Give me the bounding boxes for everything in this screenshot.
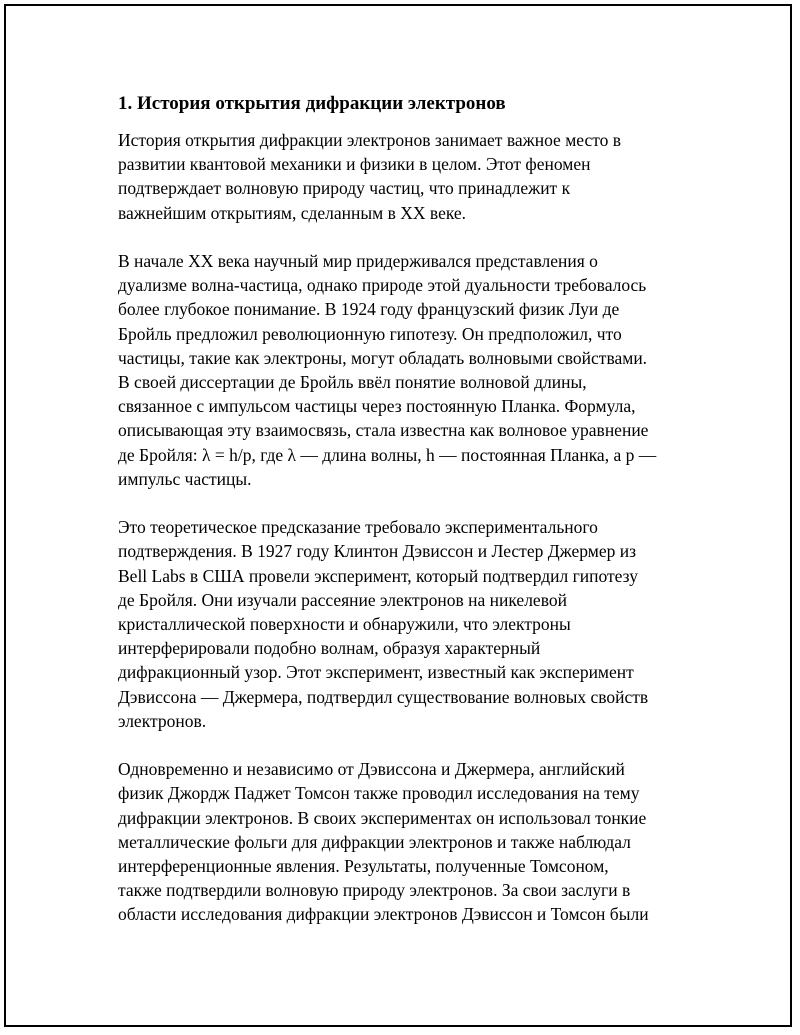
text-line: Bell Labs в США провели эксперимент, который подтвердил гипотезу [118,565,638,586]
text-line: также подтвердили волновую природу электронов. За свои заслуги в [118,880,631,901]
text-line: Бройль предложил революционную гипотезу. Он предположил, что [118,323,622,344]
text-line: важнейшим открытиям, сделанным в XX веке. [118,202,467,223]
text-line: подтверждения. В 1927 году Клинтон Дэвиссон и Лестер Джермер из [118,541,637,562]
text-line: дифракции электронов. В своих экспериментах он использовал тонкие [118,807,647,828]
text-line: импульс частицы. [118,468,252,489]
text-line: связанное с импульсом частицы через постоянную Планка. Формула, [118,396,636,417]
section-heading: 1. История открытия дифракции электронов [118,93,506,114]
text-line: области исследования дифракции электронов Дэвиссон и Томсон были [118,904,649,925]
text-line: В своей диссертации де Бройль ввёл понятие волновой длины, [118,372,587,393]
document-body [118,92,690,951]
paragraph-intro [118,128,690,225]
text-line: де Бройля. Они изучали рассеяние электронов на никелевой [118,589,567,610]
paragraph-thomson [118,757,690,926]
text-line: электронов. [118,710,207,731]
text-line: физик Джордж Паджет Томсон также проводил исследования на тему [118,783,640,804]
text-line: дуализме волна-частица, однако природе этой дуальности требовалось [118,275,647,296]
text-line: металлические фольги для дифракции электронов и также наблюдал [118,831,631,852]
text-line: История открытия дифракции электронов занимает важное место в [118,130,622,150]
paragraph-davisson-germer [118,515,690,733]
text-line: более глубокое понимание. В 1924 году французский физик Луи де [118,299,620,320]
text-line: кристаллической поверхности и обнаружили, что электроны [118,614,571,635]
text-line: развитии квантовой механики и физики в целом. Этот феномен [118,154,591,175]
text-line: интерференционные явления. Результаты, полученные Томсоном, [118,856,609,877]
paragraph-de-broglie [118,249,690,491]
text-line: Дэвиссона — Джермера, подтвердил существование волновых свойств [118,686,649,707]
text-line: интерферировали подобно волнам, образуя характерный [118,638,541,659]
text-line: дифракционный узор. Этот эксперимент, известный как эксперимент [118,662,634,683]
text-line: частицы, такие как электроны, могут обладать волновыми свойствами. [118,347,648,368]
text-line: Одновременно и независимо от Дэвиссона и Джермера, английский [118,759,625,780]
text-line: подтверждает волновую природу частиц, что принадлежит к [118,178,571,199]
text-line: описывающая эту взаимосвязь, стала известна как волновое уравнение [118,420,649,441]
text-line: де Бройля: λ = h/p, где λ — длина волны, h — постоянная Планка, а p — [118,444,657,465]
text-line: В начале XX века научный мир придерживался представления о [118,251,598,271]
text-line: Это теоретическое предсказание требовало экспериментального [118,517,598,538]
